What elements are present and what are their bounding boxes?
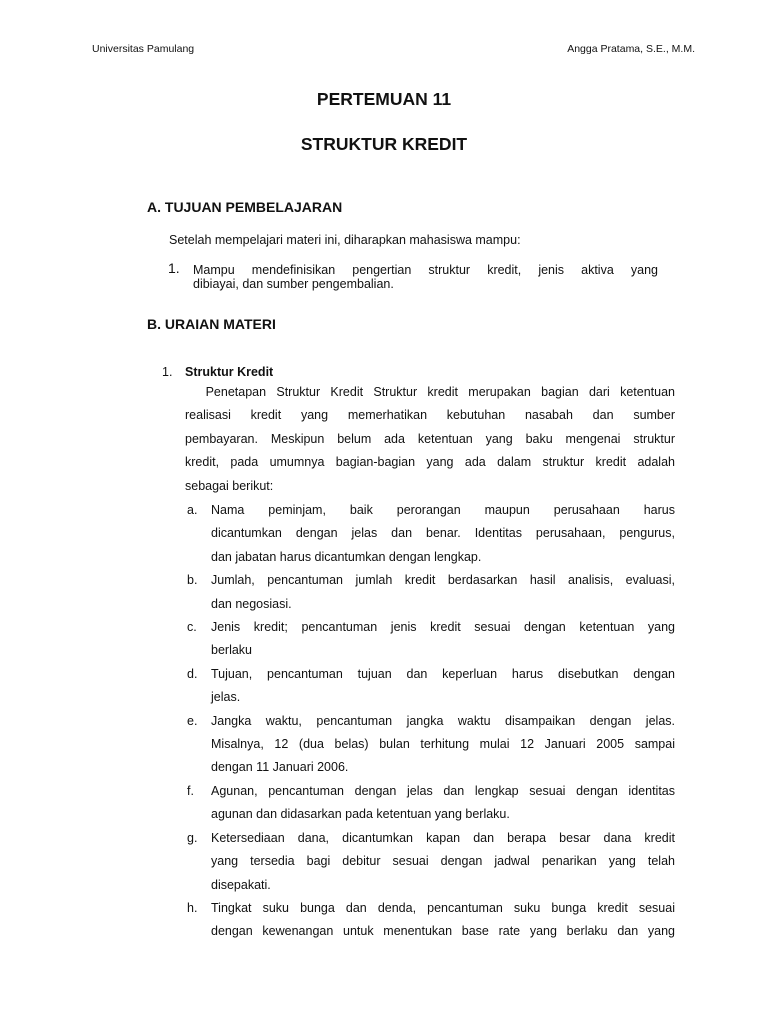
list-item-line: Misalnya, 12 (dua belas) bulan terhitung mulai 12 Januari 2005 sampai <box>211 737 675 752</box>
objective-number: 1. <box>168 260 180 276</box>
list-item <box>185 897 675 944</box>
list-item-line: jelas. <box>211 690 241 705</box>
paragraph-line: Penetapan Struktur Kredit Struktur kredit merupakan bagian dari ketentuan <box>185 385 675 399</box>
list-item <box>185 827 675 897</box>
list-item <box>185 499 675 569</box>
section-a-intro: Setelah mempelajari materi ini, diharapkan mahasiswa mampu: <box>169 233 521 247</box>
list-item-line: Ketersediaan dana, dicantumkan kapan dan berapa besar dana kredit <box>211 830 675 845</box>
section-a-heading: A. TUJUAN PEMBELAJARAN <box>147 199 343 215</box>
list-item <box>185 780 675 827</box>
list-item-line: dan negosiasi. <box>211 596 292 611</box>
list-item-line: Tingkat suku bunga dan denda, pencantuman suku bunga kredit sesuai <box>211 900 675 915</box>
list-item-line: berlaku <box>211 643 252 658</box>
list-item-line: Jumlah, pencantuman jumlah kredit berdasarkan hasil analisis, evaluasi, <box>211 573 675 588</box>
paragraph-line: realisasi kredit yang memerhatikan kebutuhan nasabah dan sumber <box>185 408 675 423</box>
paragraph-line: pembayaran. Meskipun belum ada ketentuan yang baku mengenai struktur <box>185 431 675 446</box>
list-item-line: yang tersedia bagi debitur sesuai dengan jadwal penarikan yang telah <box>211 854 675 869</box>
list-item-letter: a. <box>187 503 198 517</box>
list-item-line: Nama peminjam, baik perorangan maupun perusahaan harus <box>211 503 675 517</box>
objective-line: Mampu mendefinisikan pengertian struktur kredit, jenis aktiva yang <box>193 263 658 277</box>
body-paragraph <box>185 381 675 498</box>
list-item-line: disepakati. <box>211 877 271 892</box>
list-item-letter: e. <box>187 713 198 728</box>
objective-line: dibiayai, dan sumber pengembalian. <box>193 277 394 291</box>
section-b-heading: B. URAIAN MATERI <box>147 316 276 332</box>
header-institution: Universitas Pamulang <box>92 43 195 55</box>
list-item-line: Agunan, pencantuman dengan jelas dan lengkap sesuai dengan identitas <box>211 783 675 798</box>
list-item-letter: b. <box>187 573 198 588</box>
paragraph-line: sebagai berikut: <box>185 478 274 493</box>
paragraph-line: kredit, pada umumnya bagian-bagian yang ada dalam struktur kredit adalah <box>185 455 675 470</box>
list-item-line: dengan kewenangan untuk menentukan base rate yang berlaku dan yang <box>211 924 675 939</box>
list-item <box>185 710 675 780</box>
list-item <box>185 569 675 616</box>
header-author: Angga Pratama, S.E., M.M. <box>567 43 695 55</box>
subsection-number: 1. <box>162 365 173 379</box>
list-item-line: Tujuan, pencantuman tujuan dan keperluan harus disebutkan dengan <box>211 666 675 681</box>
list-item-letter: g. <box>187 830 198 845</box>
list-item <box>185 616 675 663</box>
struktur-kredit-list <box>185 499 675 944</box>
list-item-line: dicantumkan dengan jelas dan benar. Identitas perusahaan, pengurus, <box>211 526 675 541</box>
list-item <box>185 663 675 710</box>
list-item-letter: c. <box>187 620 197 635</box>
list-item-line: Jenis kredit; pencantuman jenis kredit sesuai dengan ketentuan yang <box>211 620 675 635</box>
list-item-line: dan jabatan harus dicantumkan dengan lengkap. <box>211 549 482 564</box>
page-subtitle: STRUKTUR KREDIT <box>300 134 468 154</box>
list-item-line: Jangka waktu, pencantuman jangka waktu disampaikan dengan jelas. <box>211 713 675 728</box>
page-title: PERTEMUAN 11 <box>316 89 452 109</box>
list-item-letter: d. <box>187 666 198 681</box>
list-item-letter: h. <box>187 900 198 915</box>
list-item-line: dengan 11 Januari 2006. <box>211 760 349 775</box>
objective-text <box>193 263 658 291</box>
list-item-line: agunan dan didasarkan pada ketentuan yang berlaku. <box>211 807 510 822</box>
list-item-letter: f. <box>187 783 194 798</box>
subsection-title: Struktur Kredit <box>185 365 274 379</box>
